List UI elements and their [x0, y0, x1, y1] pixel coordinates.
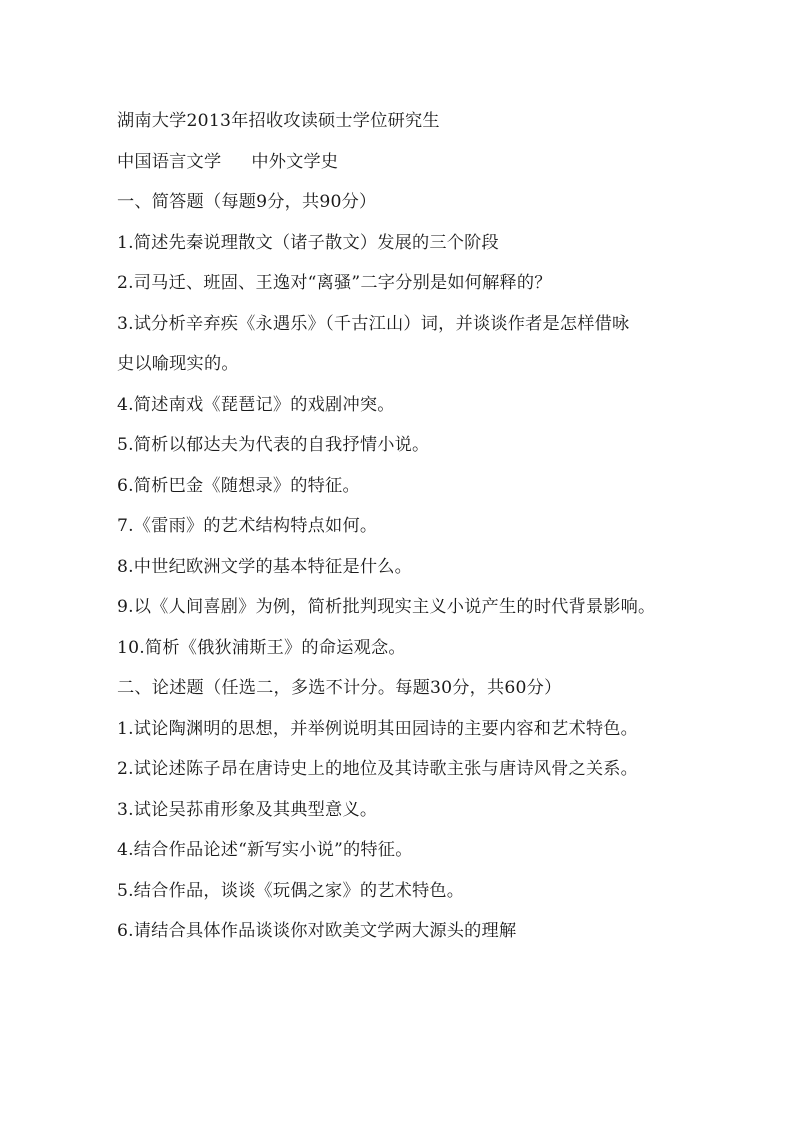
section1-question-7: 7.《雷雨》的艺术结构特点如何。: [117, 516, 378, 536]
section2-question-5: 5.结合作品，谈谈《玩偶之家》的艺术特色。: [117, 880, 465, 901]
exam-title: 湖南大学2013年招收攻读硕士学位研究生: [117, 111, 440, 131]
section2-question-3: 3.试论吴荪甫形象及其典型意义。: [117, 799, 378, 820]
section1-question-6: 6.简析巴金《随想录》的特征。: [117, 475, 360, 496]
exam-content: [117, 101, 697, 952]
section1-question-10: 10.简析《俄狄浦斯王》的命运观念。: [117, 637, 406, 658]
section1-question-5: 5.简析以郁达夫为代表的自我抒情小说。: [117, 435, 430, 455]
section2-heading: 二、论述题（任选二，多选不计分。每题30分，共60分）: [117, 678, 562, 698]
subject-name: 中外文学史: [251, 151, 339, 172]
section1-question-3: 3.试分析辛弃疾《永遇乐》（千古江山）词，并谈谈作者是怎样借咏: [117, 313, 630, 334]
exam-subject-line: [117, 142, 697, 183]
major-name: 中国语言文学: [117, 151, 222, 172]
section1-question-9: 9.以《人间喜剧》为例，简析批判现实主义小说产生的时代背景影响。: [117, 597, 656, 617]
section2-question-1: 1.试论陶渊明的思想，并举例说明其田园诗的主要内容和艺术特色。: [117, 718, 639, 739]
section1-question-3-continued: 史以喻现实的。: [117, 354, 239, 374]
section1-question-4: 4.简述南戏《琵琶记》的戏剧冲突。: [117, 394, 395, 415]
section2-question-2: 2.试论述陈子昂在唐诗史上的地位及其诗歌主张与唐诗风骨之关系。: [117, 759, 639, 779]
section1-question-2: 2.司马迁、班固、王逸对“离骚”二字分别是如何解释的？: [117, 273, 552, 293]
section1-question-8: 8.中世纪欧洲文学的基本特征是什么。: [117, 556, 413, 577]
section1-question-1: 1.简述先秦说理散文（诸子散文）发展的三个阶段: [117, 232, 499, 253]
section2-question-6: 6.请结合具体作品谈谈你对欧美文学两大源头的理解: [117, 921, 517, 941]
section1-heading: 一、简答题（每题9分，共90分）: [117, 192, 377, 212]
section2-question-4: 4.结合作品论述“新写实小说”的特征。: [117, 840, 413, 860]
